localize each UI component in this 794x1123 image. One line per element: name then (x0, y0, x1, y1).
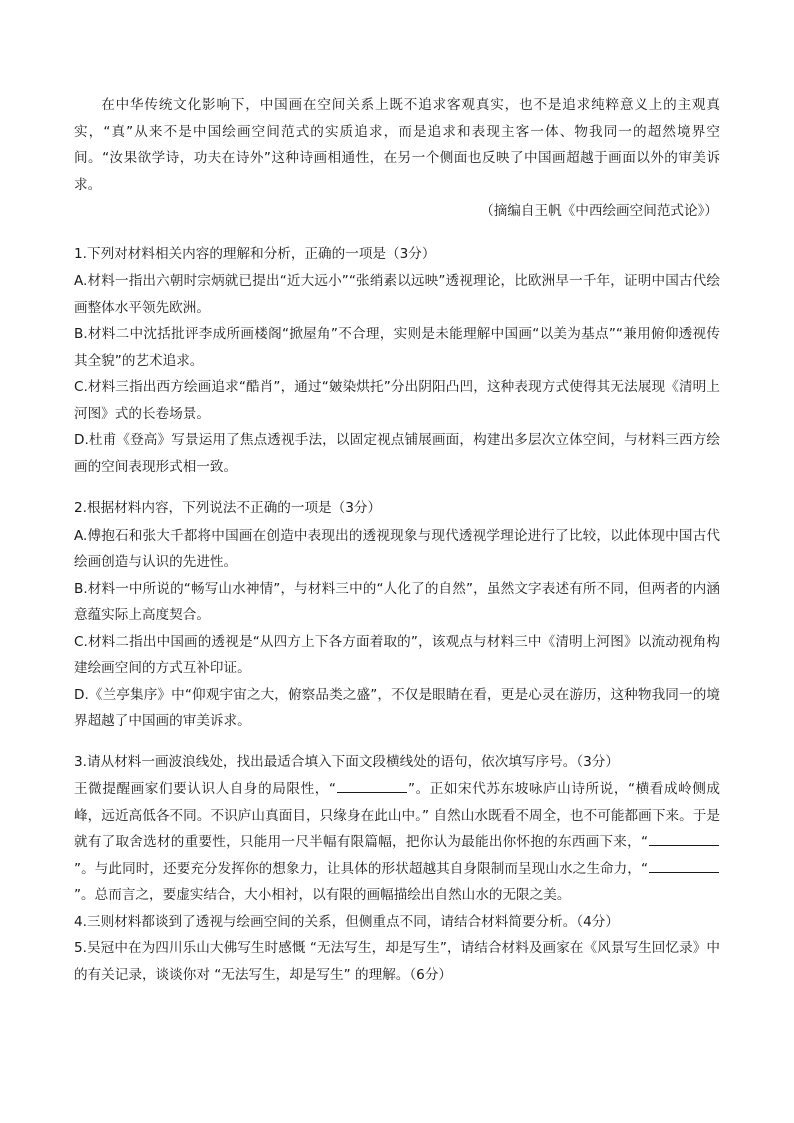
question-2-option-b: B.材料一中所说的“畅写山水神情”，与材料三中的“人化了的自然”，虽然文字表述有所不同，但两者的内涵意蕴实际上高度契合。 (74, 580, 720, 623)
spacer (74, 225, 720, 241)
question-5-text: 5.吴冠中在为四川乐山大佛写生时感慨 “无法写生，却是写生”，请结合材料及画家在《风景写生回忆录》中的有关记录，谈谈你对 “无法写生，却是写生” 的理解。（6分） (74, 940, 720, 983)
spacer (74, 735, 720, 749)
question-1-option-b: B.材料二中沈括批评李成所画楼阁“掀屋角”不合理，实则是未能理解中国画“以美为基点”“兼用俯仰透视传其全貌”的艺术追求。 (74, 326, 720, 369)
question-5 (74, 935, 720, 988)
passage-paragraph: 在中华传统文化影响下，中国画在空间关系上既不追求客观真实，也不是追求纯粹意义上的主观真实，“真”从来不是中国绘画空间范式的实质追求，而是追求和表现主客一体、物我同一的超然境界空间。“汝果欲学诗，功夫在诗外”这种诗画相通性，在另一个侧面也反映了中国画超越于画面以外的审美诉求。 (74, 97, 720, 193)
question-3-stem: 3.请从材料一画波浪线处，找出最适合填入下面文段横线处的语句，依次填写序号。（3分） (74, 753, 619, 770)
question-2-option-d: D.《兰亭集序》中“仰观宇宙之大，俯察品类之盛”，不仅是眼睛在看，更是心灵在游历，这种物我同一的境界超越了中国画的审美诉求。 (74, 686, 720, 729)
question-2-stem: 2.根据材料内容，下列说法不正确的一项是（3分） (74, 500, 382, 516)
question-1-option-a: A.材料一指出六朝时宗炳就已提出“近大远小”“张绡素以远映”透视理论，比欧洲早一千年，证明中国古代绘画整体水平领先欧洲。 (74, 273, 720, 316)
question-4 (74, 909, 720, 936)
answer-blank-2[interactable] (649, 830, 719, 846)
question-2-option-a: A.傅抱石和张大千都将中国画在创造中表现出的透视现象与现代透视学理论进行了比较，以此体现中国古代绘画创造与认识的先进性。 (74, 527, 720, 570)
question-2 (74, 495, 720, 735)
answer-blank-1[interactable] (337, 777, 407, 793)
spacer (74, 480, 720, 495)
question-3 (74, 749, 720, 909)
question-3-text-3: ”。与此同时，还要充分发挥你的想象力，让具体的形状超越其自身限制而呈现山水之生命力，“ (74, 860, 648, 877)
question-1-option-c: C.材料三指出西方绘画追求“酷肖”，通过“皴染烘托”分出阴阳凸凹，这种表现方式使得其无法展现《清明上河图》式的长卷场景。 (74, 379, 720, 422)
answer-blank-3[interactable] (649, 857, 719, 873)
question-2-option-c: C.材料二指出中国画的透视是“从四方上下各方面着取的”，该观点与材料三中《清明上河图》以流动视角构建绘画空间的方式互补印证。 (74, 633, 720, 676)
question-3-text-2: ”。正如宋代苏东坡咏庐山诗所说，“横看成岭侧成峰，远近高低各不同。不识庐山真面目，只缘身在此山中。” 自然山水既看不周全，也不可能都画下来。于是就有了取舍选材的重要性，只能用一尺半幅有限篇幅，把你认为最能出你怀抱的东西画下来，“ (74, 781, 720, 850)
question-1 (74, 241, 720, 481)
question-3-text-1: 王微提醒画家们要认识人自身的局限性，“ (74, 781, 336, 797)
question-3-text-4: ”。总而言之，要虚实结合，大小相衬，以有限的画幅描绘出自然山水的无限之美。 (74, 887, 571, 903)
passage-section (74, 92, 720, 225)
question-4-text: 4.三则材料都谈到了透视与绘画空间的关系，但侧重点不同，请结合材料简要分析。（4分） (74, 913, 619, 930)
question-1-option-d: D.杜甫《登高》写景运用了焦点透视手法，以固定视点铺展画面，构建出多层次立体空间，与材料三西方绘画的空间表现形式相一致。 (74, 432, 720, 475)
question-1-stem: 1.下列对材料相关内容的理解和分析，正确的一项是（3分） (74, 245, 436, 262)
passage-source: （摘编自王帆《中西绘画空间范式论》） (480, 203, 718, 219)
question-3-passage (74, 776, 720, 909)
